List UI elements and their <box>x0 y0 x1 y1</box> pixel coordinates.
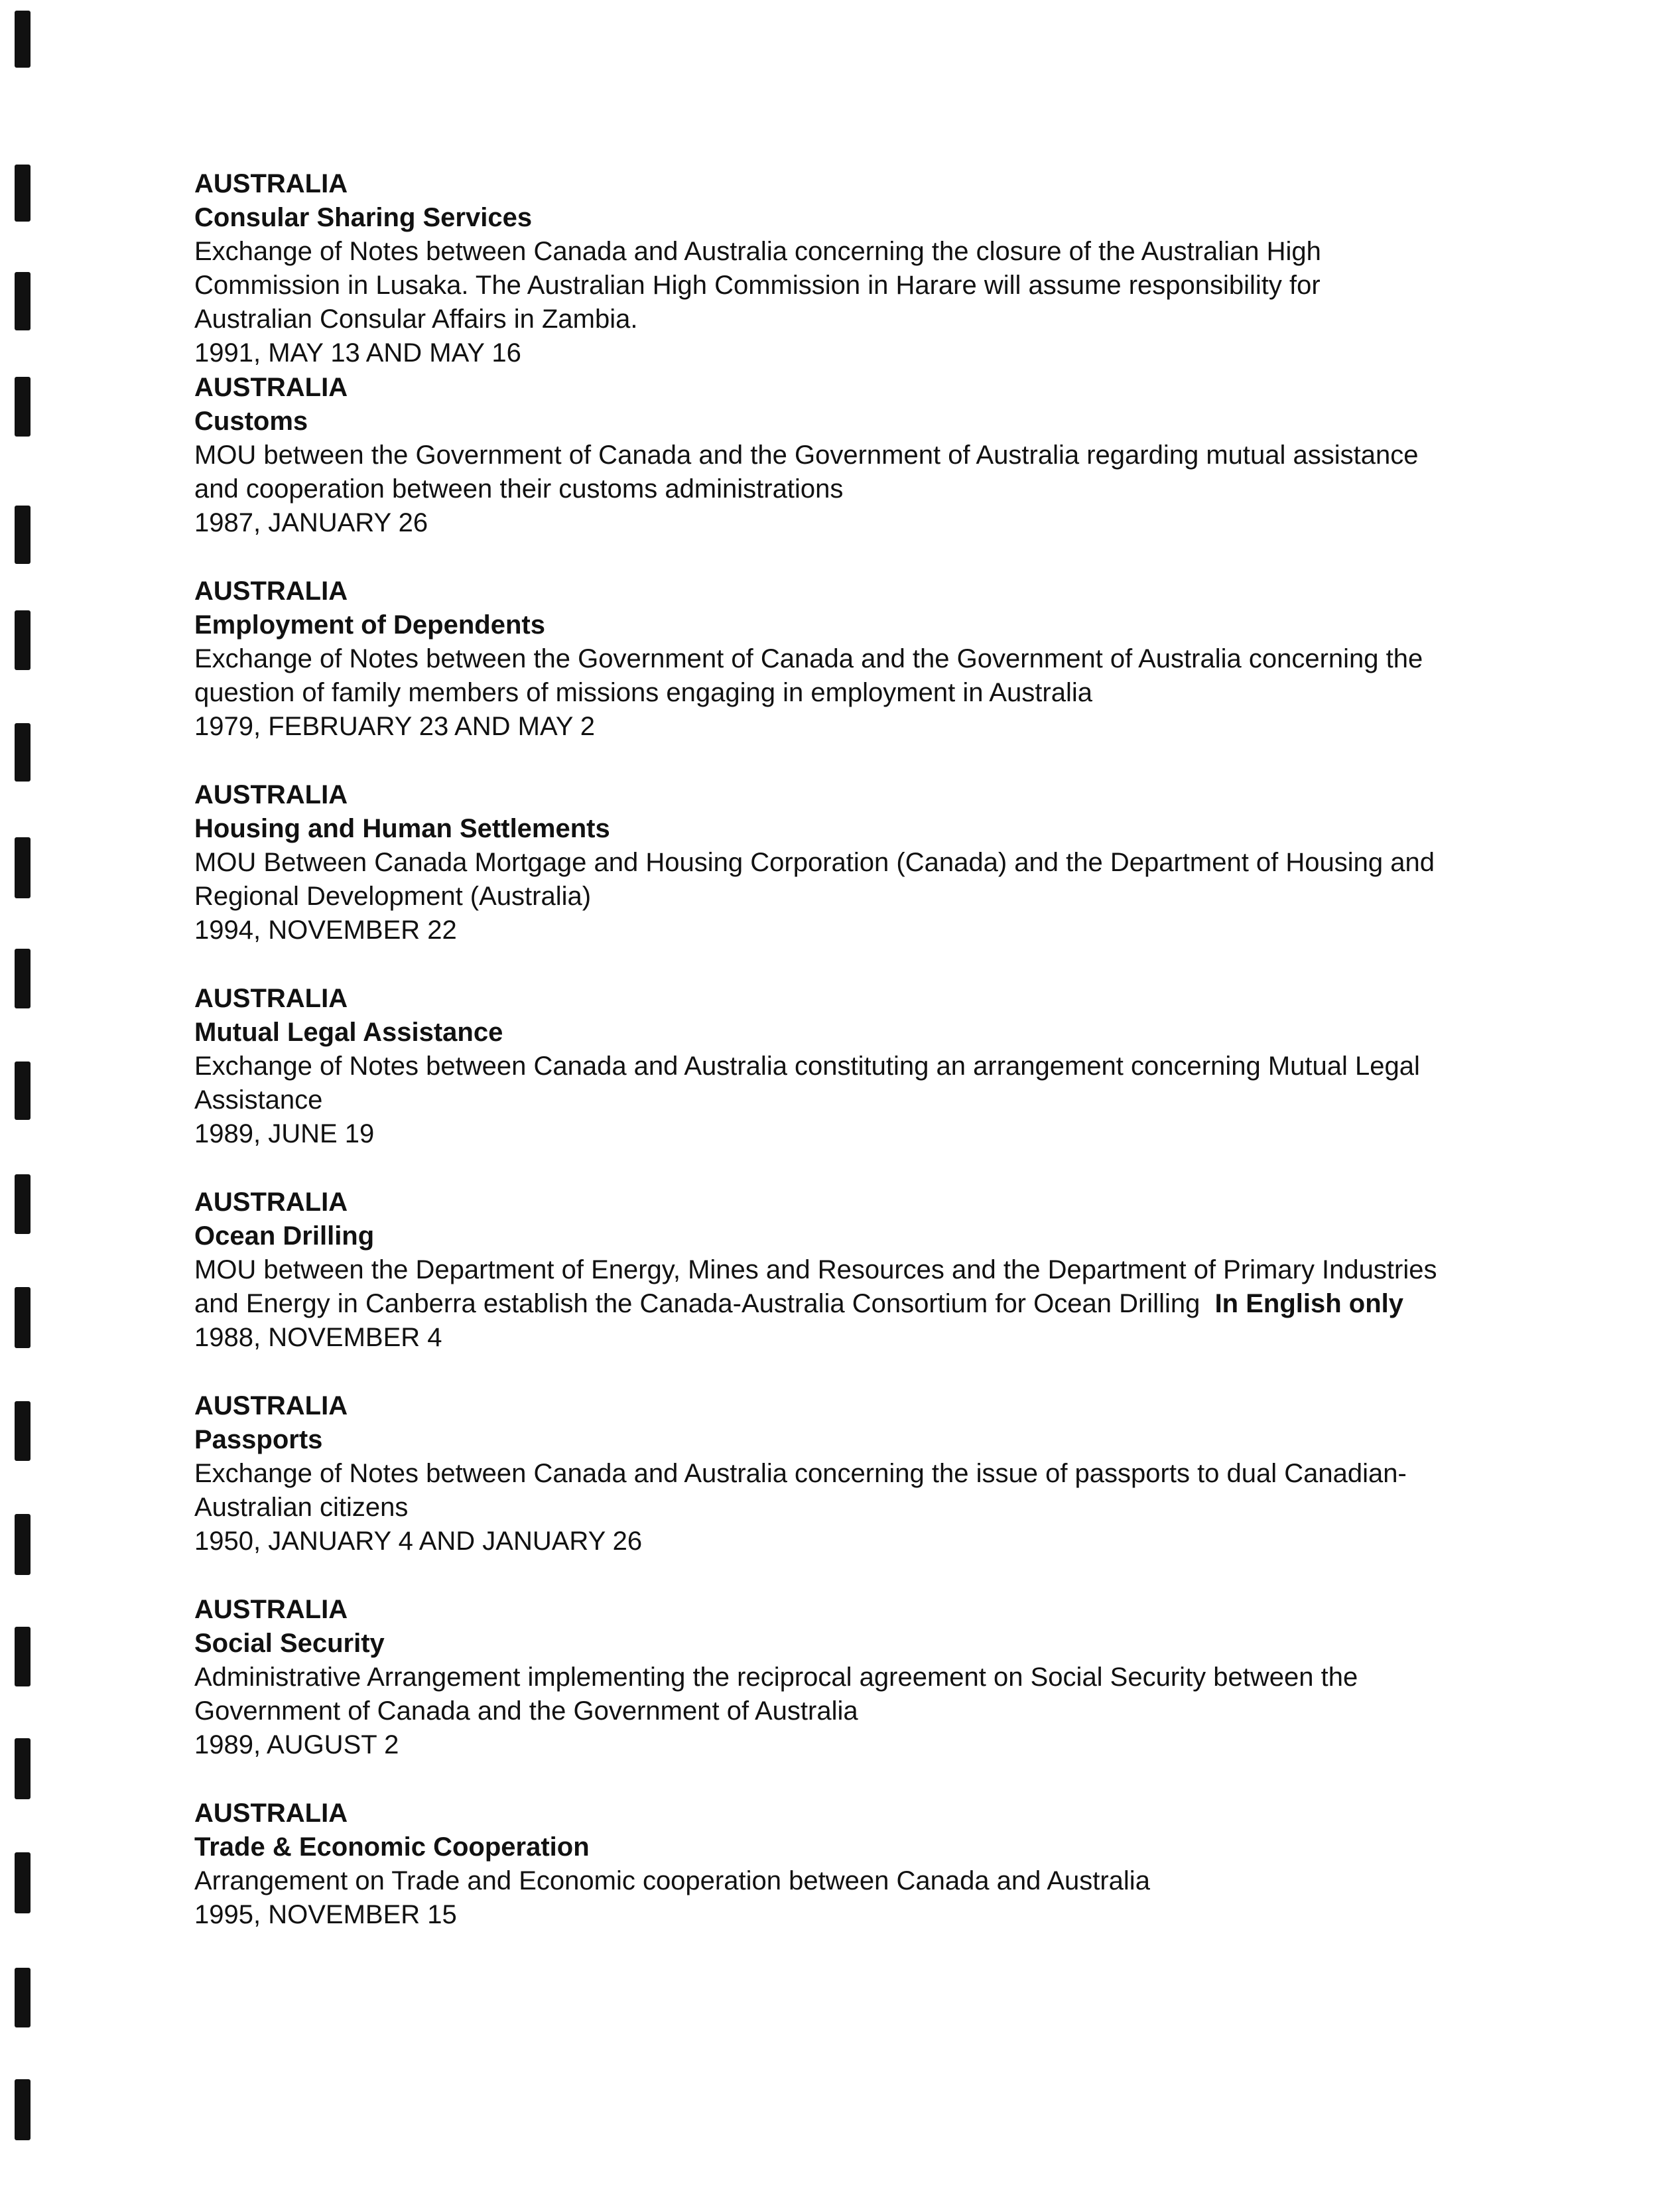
entry-date: 1950, JANUARY 4 AND JANUARY 26 <box>194 1527 643 1556</box>
entry-subject: Trade & Economic Cooperation <box>194 1832 590 1862</box>
binding-mark <box>15 1174 31 1234</box>
entry-country: AUSTRALIA <box>194 373 348 402</box>
binding-mark <box>15 377 31 437</box>
entry-country: AUSTRALIA <box>194 780 348 809</box>
entry-subject: Mutual Legal Assistance <box>194 1018 503 1047</box>
binding-mark <box>15 272 31 330</box>
entry-subject: Housing and Human Settlements <box>194 814 610 843</box>
binding-mark <box>15 1287 31 1348</box>
binding-mark <box>15 610 31 670</box>
entry-date: 1989, AUGUST 2 <box>194 1730 399 1759</box>
binding-marks <box>0 0 40 2192</box>
entry-subject: Passports <box>194 1425 323 1454</box>
binding-mark <box>15 837 31 898</box>
treaty-entry <box>194 1593 1587 1797</box>
entry-country: AUSTRALIA <box>194 1799 348 1828</box>
entry-description-line: question of family members of missions engaging in employment in Australia <box>194 678 1092 707</box>
entry-description-line-with-note <box>194 1287 1587 1321</box>
treaty-entry <box>194 982 1587 1186</box>
entry-date: 1995, NOVEMBER 15 <box>194 1900 457 1929</box>
binding-mark <box>15 2079 31 2140</box>
treaty-entry <box>194 167 1587 371</box>
entry-subject: Employment of Dependents <box>194 610 545 640</box>
entry-country: AUSTRALIA <box>194 1188 348 1217</box>
entry-description-line: Government of Canada and the Government of Australia <box>194 1696 858 1726</box>
entry-description-line: Australian citizens <box>194 1493 409 1522</box>
binding-mark <box>15 11 31 68</box>
entry-country: AUSTRALIA <box>194 577 348 606</box>
treaty-entry <box>194 1186 1587 1389</box>
binding-mark <box>15 1514 31 1575</box>
entry-description-line: Assistance <box>194 1085 323 1115</box>
treaty-entry <box>194 778 1587 982</box>
treaty-entry <box>194 575 1587 778</box>
binding-mark <box>15 1401 31 1461</box>
treaty-entry <box>194 1797 1587 2000</box>
entry-description-line: Regional Development (Australia) <box>194 882 592 911</box>
entry-description-line: Exchange of Notes between Canada and Australia constituting an arrangement concerning Mutual Legal <box>194 1052 1420 1081</box>
binding-mark <box>15 1852 31 1913</box>
entry-date: 1989, JUNE 19 <box>194 1119 375 1148</box>
entry-country: AUSTRALIA <box>194 169 348 198</box>
binding-mark <box>15 1968 31 2027</box>
entry-subject: Consular Sharing Services <box>194 203 533 232</box>
entry-subject: Social Security <box>194 1629 385 1658</box>
entry-subject: Ocean Drilling <box>194 1221 375 1251</box>
binding-mark <box>15 1738 31 1799</box>
entry-country: AUSTRALIA <box>194 984 348 1013</box>
entry-date: 1988, NOVEMBER 4 <box>194 1323 442 1352</box>
entry-country: AUSTRALIA <box>194 1391 348 1420</box>
entry-date: 1991, MAY 13 AND MAY 16 <box>194 338 521 368</box>
entry-date: 1994, NOVEMBER 22 <box>194 916 457 945</box>
treaty-entry-list <box>194 167 1587 2000</box>
entry-description-line: Commission in Lusaka. The Australian High Commission in Harare will assume responsibility for <box>194 271 1321 300</box>
entry-date: 1979, FEBRUARY 23 AND MAY 2 <box>194 712 596 741</box>
binding-mark <box>15 723 31 782</box>
entry-description-line: and Energy in Canberra establish the Canada-Australia Consortium for Ocean Drilling <box>194 1289 1200 1318</box>
entry-description-line: MOU between the Department of Energy, Mines and Resources and the Department of Primary Industries <box>194 1255 1437 1284</box>
entry-description-line: Exchange of Notes between the Government of Canada and the Government of Australia concerning the <box>194 644 1423 673</box>
treaty-entry <box>194 371 1587 575</box>
binding-mark <box>15 1627 31 1686</box>
entry-description-line: Administrative Arrangement implementing the reciprocal agreement on Social Security between the <box>194 1663 1358 1692</box>
entry-date: 1987, JANUARY 26 <box>194 508 428 537</box>
entry-description-line: and cooperation between their customs administrations <box>194 474 844 504</box>
treaty-entry <box>194 1389 1587 1593</box>
binding-mark <box>15 506 31 564</box>
entry-description-line: Australian Consular Affairs in Zambia. <box>194 305 638 334</box>
entry-subject: Customs <box>194 407 308 436</box>
entry-description-line: Arrangement on Trade and Economic cooperation between Canada and Australia <box>194 1866 1150 1895</box>
entry-country: AUSTRALIA <box>194 1595 348 1624</box>
entry-description-line: Exchange of Notes between Canada and Australia concerning the issue of passports to dual Canadian- <box>194 1459 1407 1488</box>
entry-description-line: Exchange of Notes between Canada and Australia concerning the closure of the Australian High <box>194 237 1321 266</box>
binding-mark <box>15 1062 31 1120</box>
entry-description-line: MOU between the Government of Canada and the Government of Australia regarding mutual assistance <box>194 441 1419 470</box>
binding-mark <box>15 165 31 222</box>
entry-description-line: MOU Between Canada Mortgage and Housing Corporation (Canada) and the Department of Housing and <box>194 848 1435 877</box>
language-note: In English only <box>1214 1289 1404 1318</box>
binding-mark <box>15 949 31 1008</box>
